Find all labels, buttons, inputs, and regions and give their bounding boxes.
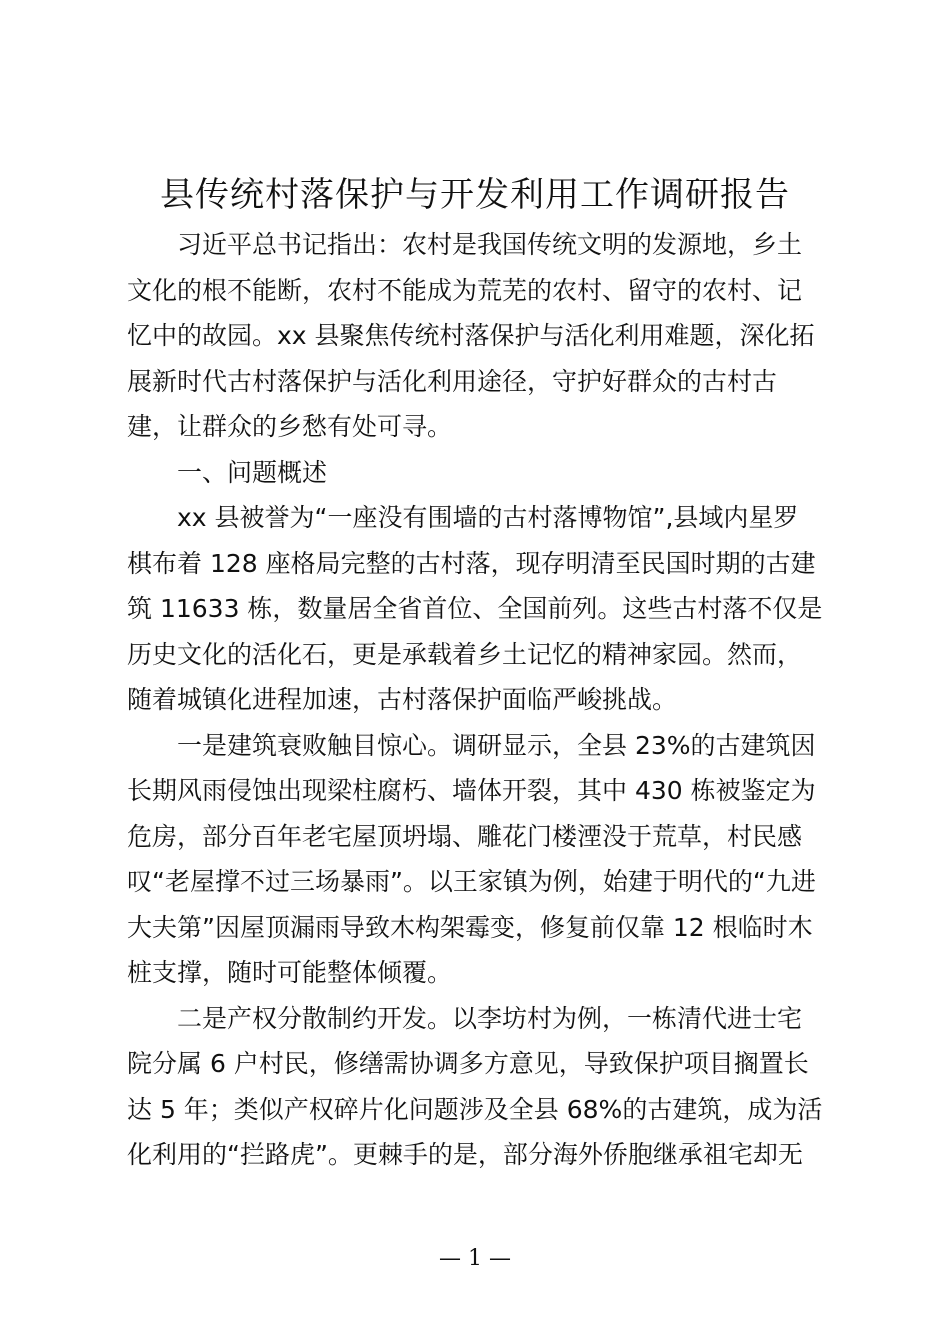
paragraph-line: 展新时代古村落保护与活化利用途径，守护好群众的古村古 bbox=[127, 366, 778, 396]
paragraph-line: xx 县被誉为“一座没有围墙的古村落博物馆”,县域内星罗 bbox=[177, 503, 799, 532]
paragraph-line: 大夫第”因屋顶漏雨导致木构架霉变，修复前仅靠 12 根临时木 bbox=[127, 912, 813, 942]
paragraph-line: 一是建筑衰败触目惊心。调研显示，全县 23%的古建筑因 bbox=[177, 730, 816, 760]
paragraph-line: 文化的根不能断，农村不能成为荒芜的农村、留守的农村、记 bbox=[127, 275, 803, 305]
paragraph-line: 棋布着 128 座格局完整的古村落，现存明清至民国时期的古建 bbox=[127, 548, 816, 578]
paragraph-line: 随着城镇化进程加速，古村落保护面临严峻挑战。 bbox=[127, 685, 678, 714]
paragraph-line: 叹“老屋撑不过三场暴雨”。以王家镇为例，始建于明代的“九进 bbox=[127, 867, 816, 896]
paragraph-line: 二是产权分散制约开发。以李坊村为例，一栋清代进士宅 bbox=[177, 1003, 803, 1033]
paragraph-line: 长期风雨侵蚀出现梁柱腐朽、墙体开裂，其中 430 栋被鉴定为 bbox=[127, 776, 816, 805]
paragraph-line: 筑 11633 栋，数量居全省首位、全国前列。这些古村落不仅是 bbox=[127, 594, 823, 623]
document-title: 县传统村落保护与开发利用工作调研报告 bbox=[160, 175, 790, 215]
paragraph-line: 桩支撑，随时可能整体倾覆。 bbox=[127, 958, 453, 987]
section-heading: 一、问题概述 bbox=[177, 457, 328, 487]
page-number: — 1 — bbox=[439, 1246, 511, 1271]
paragraph-line: 化利用的“拦路虎”。更棘手的是，部分海外侨胞继承祖宅却无 bbox=[127, 1140, 803, 1169]
paragraph-line: 危房，部分百年老宅屋顶坍塌、雕花门楼湮没于荒草，村民感 bbox=[127, 821, 803, 851]
paragraph-line: 历史文化的活化石，更是承载着乡土记忆的精神家园。然而， bbox=[127, 639, 803, 669]
document-body bbox=[127, 222, 837, 1178]
paragraph-line: 习近平总书记指出：农村是我国传统文明的发源地，乡土 bbox=[177, 230, 803, 259]
paragraph-line: 建，让群众的乡愁有处可寻。 bbox=[127, 412, 453, 441]
paragraph-line: 达 5 年；类似产权碎片化问题涉及全县 68%的古建筑，成为活 bbox=[127, 1094, 823, 1124]
paragraph-line: 院分属 6 户村民，修缮需协调多方意见，导致保护项目搁置长 bbox=[127, 1049, 809, 1078]
paragraph-line: 忆中的故园。xx 县聚焦传统村落保护与活化利用难题，深化拓 bbox=[127, 321, 815, 350]
